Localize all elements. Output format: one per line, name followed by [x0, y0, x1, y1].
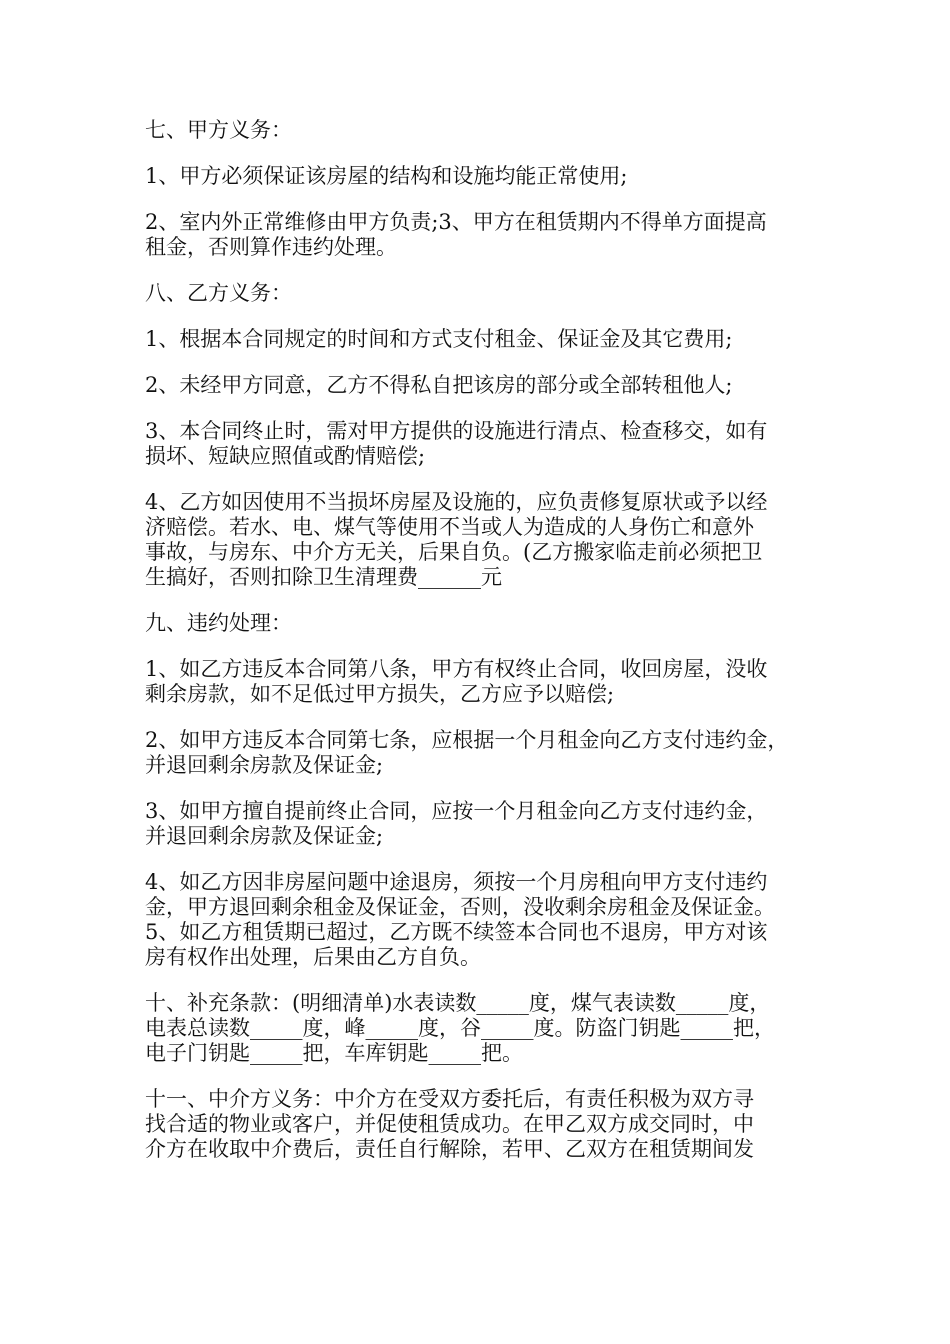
text-line: 电表总读数_____度，峰_____度，谷_____度。防盗门钥匙_____把，: [145, 1016, 775, 1040]
text-line: 十、补充条款：(明细清单)水表读数_____度，煤气表读数_____度，: [145, 991, 771, 1015]
text-line: 4、如乙方因非房屋问题中途退房，须按一个月房租向甲方支付违约: [145, 870, 768, 894]
paragraph: [145, 419, 835, 469]
paragraph: [145, 281, 835, 306]
paragraph: [145, 728, 835, 778]
text-line: 济赔偿。若水、电、煤气等使用不当或人为造成的人身伤亡和意外: [145, 515, 754, 539]
text-line: 金，甲方退回剩余租金及保证金，否则，没收剩余房租金及保证金。: [145, 895, 775, 919]
paragraph: [145, 373, 835, 398]
text-line: 介方在收取中介费后，责任自行解除，若甲、乙双方在租赁期间发: [145, 1137, 754, 1161]
paragraph: [145, 118, 835, 143]
paragraph: [145, 327, 835, 352]
text-line: 九、违约处理：: [145, 611, 292, 635]
text-line: 找合适的物业或客户，并促使租赁成功。在甲乙双方成交同时，中: [145, 1112, 754, 1136]
text-line: 七、甲方义务：: [145, 118, 292, 142]
paragraph: [145, 991, 835, 1066]
text-line: 4、乙方如因使用不当损坏房屋及设施的，应负责修复原状或予以经: [145, 490, 768, 514]
paragraph: [145, 1087, 835, 1162]
text-line: 1、甲方必须保证该房屋的结构和设施均能正常使用;: [145, 164, 628, 188]
text-line: 2、如甲方违反本合同第七条，应根据一个月租金向乙方支付违约金，: [145, 728, 789, 752]
text-line: 房有权作出处理，后果由乙方自负。: [145, 945, 481, 969]
text-line: 生搞好，否则扣除卫生清理费______元: [145, 565, 502, 589]
text-line: 5、如乙方租赁期已超过，乙方既不续签本合同也不退房，甲方对该: [145, 920, 768, 944]
text-line: 事故，与房东、中介方无关，后果自负。(乙方搬家临走前必须把卫: [145, 540, 763, 564]
paragraph: [145, 870, 835, 970]
text-line: 3、如甲方擅自提前终止合同，应按一个月租金向乙方支付违约金，: [145, 799, 768, 823]
text-line: 2、室内外正常维修由甲方负责;3、甲方在租赁期内不得单方面提高: [145, 210, 767, 234]
paragraph: [145, 210, 835, 260]
text-line: 3、本合同终止时，需对甲方提供的设施进行清点、检查移交，如有: [145, 419, 768, 443]
text-line: 八、乙方义务：: [145, 281, 292, 305]
text-line: 并退回剩余房款及保证金;: [145, 824, 384, 848]
text-line: 1、根据本合同规定的时间和方式支付租金、保证金及其它费用;: [145, 327, 733, 351]
text-line: 剩余房款，如不足低过甲方损失，乙方应予以赔偿;: [145, 682, 615, 706]
paragraph: [145, 611, 835, 636]
text-line: 十一、中介方义务：中介方在受双方委托后，有责任积极为双方寻: [145, 1087, 754, 1111]
text-line: 2、未经甲方同意，乙方不得私自把该房的部分或全部转租他人;: [145, 373, 733, 397]
text-line: 损坏、短缺应照值或酌情赔偿;: [145, 444, 426, 468]
paragraph: [145, 657, 835, 707]
text-line: 租金，否则算作违约处理。: [145, 235, 397, 259]
paragraph: [145, 164, 835, 189]
text-line: 电子门钥匙_____把，车库钥匙_____把。: [145, 1041, 523, 1065]
paragraph: [145, 799, 835, 849]
paragraph: [145, 490, 835, 590]
document-body: [145, 118, 835, 1183]
text-line: 1、如乙方违反本合同第八条，甲方有权终止合同，收回房屋，没收: [145, 657, 768, 681]
text-line: 并退回剩余房款及保证金;: [145, 753, 384, 777]
